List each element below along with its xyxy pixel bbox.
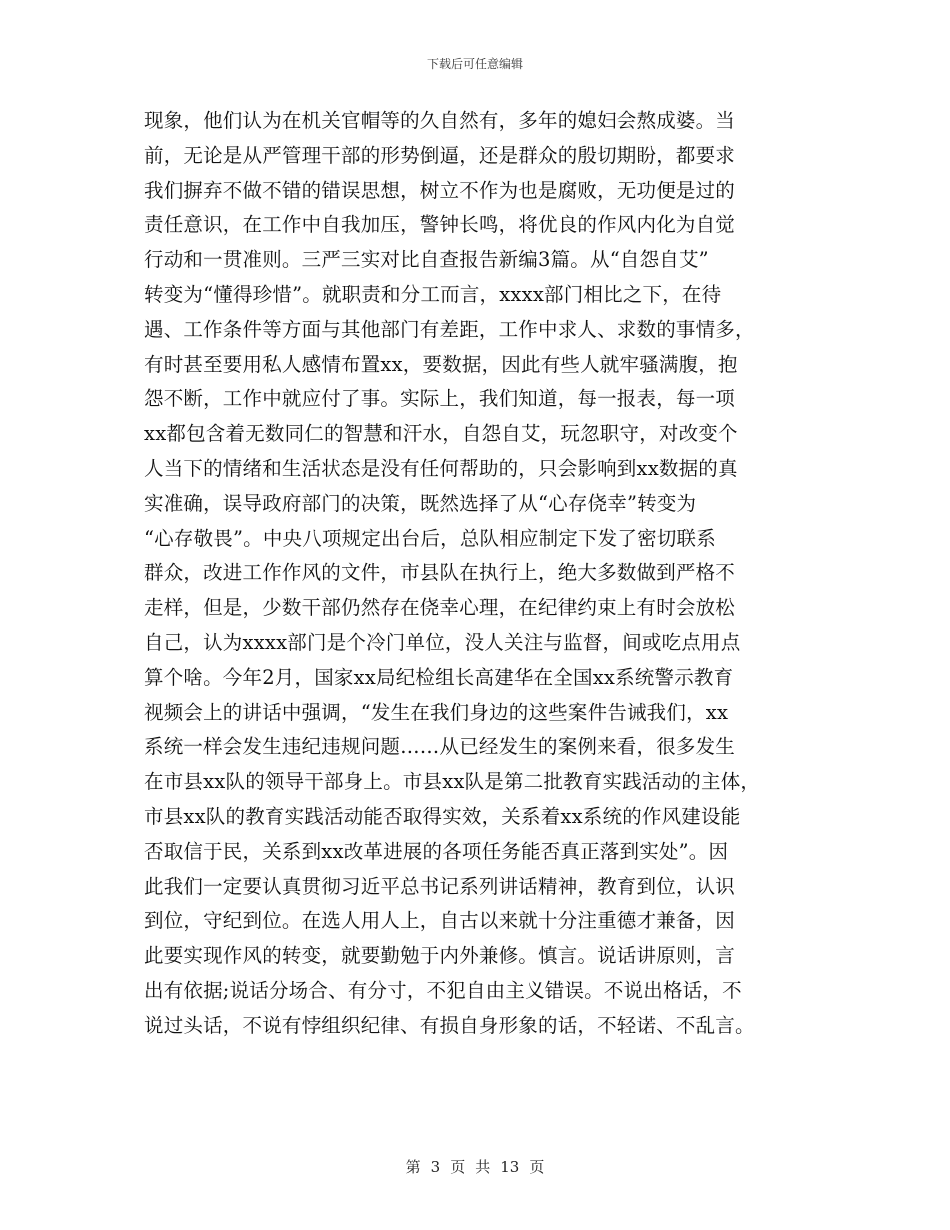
text-line: 此我们一定要认真贯彻习近平总书记系列讲话精神，教育到位，认识 — [144, 874, 736, 898]
text-line: 在市县xx队的领导干部身上。市县xx队是第二批教育实践活动的主体， — [144, 770, 761, 794]
text-line: 到位，守纪到位。在选人用人上，自古以来就十分注重德才兼备，因 — [144, 909, 736, 933]
page-header: 下载后可任意编辑 — [426, 57, 523, 71]
page-footer — [0, 1156, 950, 1177]
text-line: 我们摒弃不做不错的错误思想，树立不作为也是腐败，无功便是过的 — [144, 178, 736, 202]
footer-page-word: 页 — [450, 1158, 466, 1176]
footer-suffix: 页 — [529, 1158, 545, 1176]
text-line: 视频会上的讲话中强调，“发生在我们身边的这些案件告诫我们，xx — [144, 700, 729, 724]
text-line: 走样，但是，少数干部仍然存在侥幸心理，在纪律约束上有时会放松 — [144, 596, 736, 620]
text-line: 怨不断，工作中就应付了事。实际上，我们知道，每一报表，每一项 — [144, 387, 736, 411]
text-line: 责任意识，在工作中自我加压，警钟长鸣，将优良的作风内化为自觉 — [144, 213, 736, 237]
text-line: 有时甚至要用私人感情布置xx，要数据，因此有些人就牢骚满腹，抱 — [144, 352, 738, 376]
text-line: 说过头话，不说有悖组织纪律、有损自身形象的话，不轻诺、不乱言。 — [144, 1013, 755, 1037]
text-line: 此要实现作风的转变，就要勤勉于内外兼修。慎言。说话讲原则，言 — [144, 944, 736, 968]
body-text — [144, 104, 824, 1044]
text-line: 出有依据;说话分场合、有分寸，不犯自由主义错误。不说出格话，不 — [144, 978, 742, 1002]
text-line: 行动和一贯准则。三严三实对比自查报告新编3篇。从“自怨自艾” — [144, 248, 709, 272]
text-line: 自己，认为xxxx部门是个冷门单位，没人关注与监督，间或吃点用点 — [144, 630, 741, 654]
text-line: 转变为“懂得珍惜”。就职责和分工而言，xxxx部门相比之下，在待 — [144, 282, 722, 306]
text-line: 现象，他们认为在机关官帽等的久自然有，多年的媳妇会熬成婆。当 — [144, 109, 736, 132]
footer-total-word: 共 — [475, 1158, 491, 1176]
text-line: xx都包含着无数同仁的智慧和汗水，自怨自艾，玩忽职守，对改变个 — [144, 422, 738, 446]
text-line: 前，无论是从严管理干部的形势倒逼，还是群众的殷切期盼，都要求 — [144, 143, 736, 167]
text-line: 群众，改进工作作风的文件，市县队在执行上，绝大多数做到严格不 — [144, 561, 736, 585]
text-line: 系统一样会发生违纪违规问题……从已经发生的案例来看，很多发生 — [144, 735, 736, 759]
text-line: 否取信于民，关系到xx改革进展的各项任务能否真正落到实处”。因 — [144, 839, 729, 863]
text-line: 算个啥。今年2月，国家xx局纪检组长高建华在全国xx系统警示教育 — [144, 665, 734, 689]
text-line: 市县xx队的教育实践活动能否取得实效，关系着xx系统的作风建设能 — [144, 804, 741, 828]
text-line: 遇、工作条件等方面与其他部门有差距，工作中求人、求数的事情多， — [144, 317, 755, 341]
text-line: 实准确，误导政府部门的决策，既然选择了从“心存侥幸”转变为 — [144, 491, 697, 515]
text-line: “心存敬畏”。中央八项规定出台后，总队相应制定下发了密切联系 — [144, 526, 716, 550]
footer-prefix: 第 — [405, 1158, 421, 1176]
text-line: 人当下的情绪和生活状态是没有任何帮助的，只会影响到xx数据的真 — [144, 456, 738, 480]
total-page-count: 13 — [500, 1158, 520, 1176]
current-page-number: 3 — [430, 1158, 441, 1176]
